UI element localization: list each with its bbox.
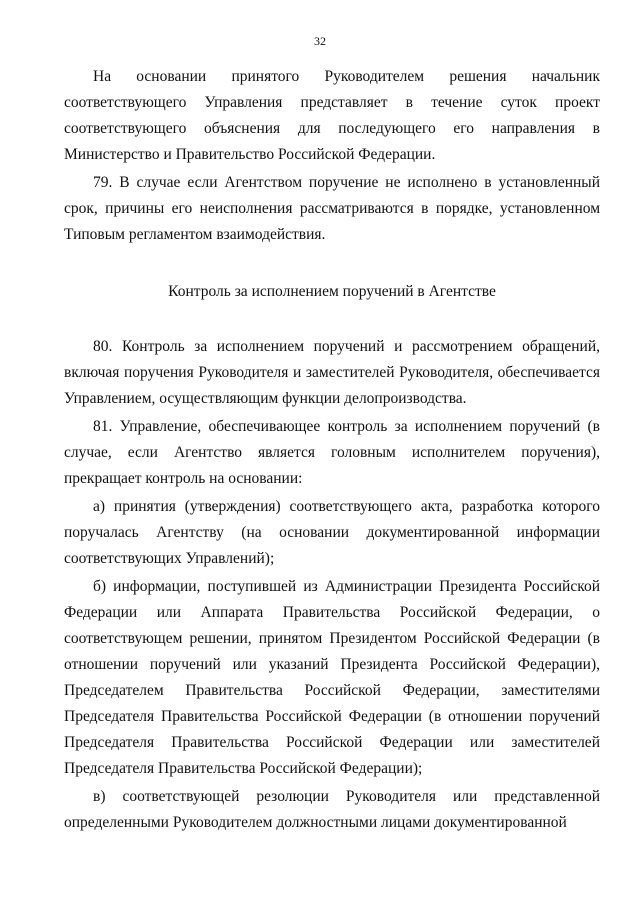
paragraph-continuation: На основании принятого Руководителем решения начальник соответствующего Управления представляет в течение суток проект соответствующего объяснения для последующего его направления в Министерство и Правительство Российской Федерации. (64, 68, 600, 163)
paragraph-81-v: в) соответствующей резолюции Руководителя или представленной определенными Руководителем должностными лицами документированной (64, 788, 600, 831)
paragraph-80: 80. Контроль за исполнением поручений и рассмотрением обращений, включая поручения Руководителя и заместителей Руководителя, обеспечивается Управлением, осуществляющим функции делопроизводства. (64, 338, 600, 407)
section-heading: Контроль за исполнением поручений в Агентстве (168, 283, 496, 300)
paragraph-81: 81. Управление, обеспечивающее контроль за исполнением поручений (в случае, если Агентство является головным исполнителем поручения), прекращает контроль на основании: (64, 418, 600, 487)
spacer (64, 305, 600, 334)
paragraph-79: 79. В случае если Агентством поручение не исполнено в установленный срок, причины его неисполнения рассматриваются в порядке, установленном Типовым регламентом взаимодействия. (64, 174, 600, 243)
page-number: 32 (314, 34, 326, 48)
document-body (64, 64, 600, 836)
paragraph-81-b: б) информации, поступившей из Администрации Президента Российской Федерации или Аппарата Правительства Российской Федерации, о соответствующем решении, принятом Президентом Российской Федерации (в отношении поручений или указаний Президента Российской Федерации), Председателем Правительства Российской Федерации, заместителями Председателя Правительства Российской Федерации (в отношении поручений Председателя Правительства Российской Федерации или заместителей Председателя Правительства Российской Федерации); (64, 578, 600, 777)
spacer (64, 248, 600, 279)
paragraph-81-a: а) принятия (утверждения) соответствующего акта, разработка которого поручалась Агентству (на основании документированной информации соответствующих Управлений); (64, 498, 600, 567)
